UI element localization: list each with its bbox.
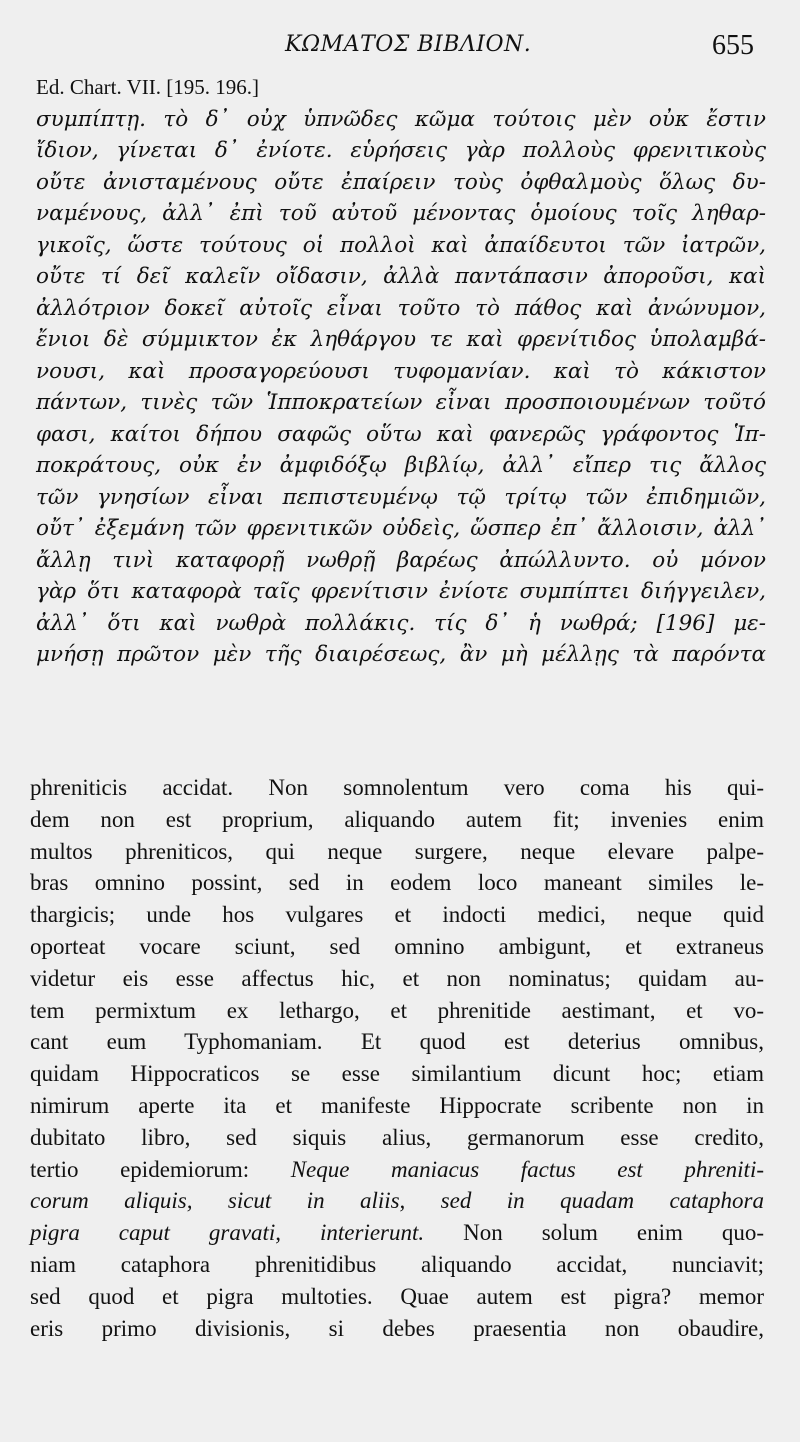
latin-line (30, 1313, 764, 1345)
latin-segment: thargicis; unde hos vulgares et indocti medici, neque quid (30, 902, 764, 928)
latin-line (30, 772, 764, 804)
greek-text-block (36, 72, 766, 671)
greek-line: πάντων, τινὲς τῶν Ἱπποκρατείων εἶναι προσποιουμένων τοῦτό (36, 390, 766, 415)
latin-line (30, 836, 764, 868)
page-number: 655 (712, 30, 754, 61)
latin-quote-italic: Neque maniacus factus est phreniti- (290, 1156, 764, 1182)
latin-segment: dubitato libro, sed siquis alius, germanorum esse credito, (30, 1124, 764, 1150)
latin-quote-italic: corum aliquis, sicut in aliis, sed in quadam cataphora (30, 1188, 764, 1214)
latin-line (30, 1281, 764, 1313)
latin-line (30, 899, 764, 931)
greek-line: ἀλλότριον δοκεῖ αὐτοῖς εἶναι τοῦτο τὸ πάθος καὶ ἀνώνυμον, (36, 295, 766, 321)
latin-line (30, 1185, 764, 1217)
greek-line: ναμένους, ἀλλ᾽ ἐπὶ τοῦ αὐτοῦ μένοντας ὁμοίους τοῖς ληθαρ- (36, 201, 766, 226)
greek-line: οὔτε τί δεῖ καλεῖν οἴδασιν, ἀλλὰ παντάπασιν ἀποροῦσι, καὶ (36, 264, 766, 289)
greek-line: φασι, καίτοι δήπου σαφῶς οὕτω καὶ φανερῶς γράφοντος Ἱπ- (36, 421, 766, 447)
latin-segment: phreniticis accidat. Non somnolentum vero coma his qui- (30, 775, 764, 800)
latin-line (30, 931, 764, 963)
greek-line: ἄλλῃ τινὶ καταφορῇ νωθρῇ βαρέως ἀπώλλυντο. οὐ μόνον (36, 547, 766, 573)
greek-line: γικοῖς, ὥστε τούτους οἱ πολλοὶ καὶ ἀπαίδευτοι τῶν ἰατρῶν, (36, 232, 766, 258)
latin-line (30, 1058, 764, 1090)
greek-line: γὰρ ὅτι καταφορὰ ταῖς φρενίτισιν ἐνίοτε συμπίπτει διήγγειλεν, (36, 579, 766, 604)
latin-segment: cant eum Typhomaniam. Et quod est deterius omnibus, (30, 1029, 764, 1055)
greek-line: ἔνιοι δὲ σύμμικτον ἐκ ληθάργου τε καὶ φρενίτιδος ὑπολαμβά- (36, 327, 766, 352)
section-gap (0, 742, 800, 772)
greek-line: συμπίπτῃ. τὸ δ᾽ οὐχ ὑπνῶδες κῶμα τούτοις μὲν οὐκ ἔστιν (36, 106, 766, 132)
latin-line (30, 995, 764, 1027)
greek-line: νουσι, καὶ προσαγορεύουσι τυφομανίαν. καὶ τὸ κάκιστον (36, 358, 766, 384)
greek-line: οὔτ᾽ ἐξεμάνη τῶν φρενιτικῶν οὐδεὶς, ὥσπερ ἐπ᾽ ἄλλοισιν, ἀλλ᾽ (36, 516, 766, 541)
greek-line: τῶν γνησίων εἶναι πεπιστευμένῳ τῷ τρίτῳ τῶν ἐπιδημιῶν, (36, 484, 766, 510)
latin-segment: tem permixtum ex lethargo, et phrenitide aestimant, et vo- (30, 997, 764, 1023)
latin-line (30, 1122, 764, 1154)
latin-segment: Non solum enim quo- (424, 1220, 764, 1246)
latin-segment: quidam Hippocraticos se esse similantium dicunt hoc; etiam (30, 1061, 764, 1087)
greek-line: ἀλλ᾽ ὅτι καὶ νωθρὰ πολλάκις. τίς δ᾽ ἡ νωθρά; [196] με- (36, 610, 766, 636)
latin-line (30, 867, 764, 899)
latin-segment: bras omnino possint, sed in eodem loco maneant similes le- (30, 870, 764, 896)
latin-segment: videtur eis esse affectus hic, et non nominatus; quidam au- (30, 965, 764, 991)
greek-line: οὔτε ἀνισταμένους οὔτε ἐπαίρειν τοὺς ὀφθαλμοὺς ὅλως δυ- (36, 169, 766, 195)
greek-line: ἴδιον, γίνεται δ᾽ ἐνίοτε. εὑρήσεις γὰρ πολλοὺς φρενιτικοὺς (36, 138, 766, 163)
latin-line (30, 1026, 764, 1058)
latin-segment: tertio epidemiorum: (30, 1156, 291, 1182)
greek-line: μνήσῃ πρῶτον μὲν τῆς διαιρέσεως, ἂν μὴ μέλλῃς τὰ παρόντα (36, 642, 766, 667)
latin-segment: niam cataphora phrenitidibus aliquando accidat, nunciavit; (30, 1251, 764, 1277)
page-header (0, 30, 800, 70)
latin-line (30, 804, 764, 836)
latin-quote-italic: pigra caput gravati, interierunt. (30, 1220, 425, 1246)
latin-line (30, 1154, 764, 1186)
greek-line: ποκράτους, οὐκ ἐν ἀμφιδόξῳ βιβλίῳ, ἀλλ᾽ εἴπερ τις ἄλλος (36, 453, 766, 478)
latin-line (30, 1249, 764, 1281)
latin-segment: eris primo divisionis, si debes praesentia non obaudire, (30, 1315, 764, 1341)
latin-line (30, 1217, 764, 1249)
latin-segment: oporteat vocare sciunt, sed omnino ambigunt, et extraneus (30, 933, 764, 959)
latin-line (30, 963, 764, 995)
latin-text-block (30, 772, 764, 1344)
latin-segment: sed quod et pigra multoties. Quae autem est pigra? memor (30, 1283, 764, 1309)
running-title: ΚΩΜΑΤΟΣ ΒΙΒΛΙΟΝ. (285, 32, 532, 57)
latin-segment: multos phreniticos, qui neque surgere, neque elevare palpe- (30, 838, 764, 864)
latin-segment: dem non est proprium, aliquando autem fit; invenies enim (30, 806, 764, 832)
latin-segment: nimirum aperte ita et manifeste Hippocrate scribente non in (30, 1092, 764, 1118)
latin-line (30, 1090, 764, 1122)
edition-reference: Ed. Chart. VII. [195. 196.] (36, 75, 259, 99)
